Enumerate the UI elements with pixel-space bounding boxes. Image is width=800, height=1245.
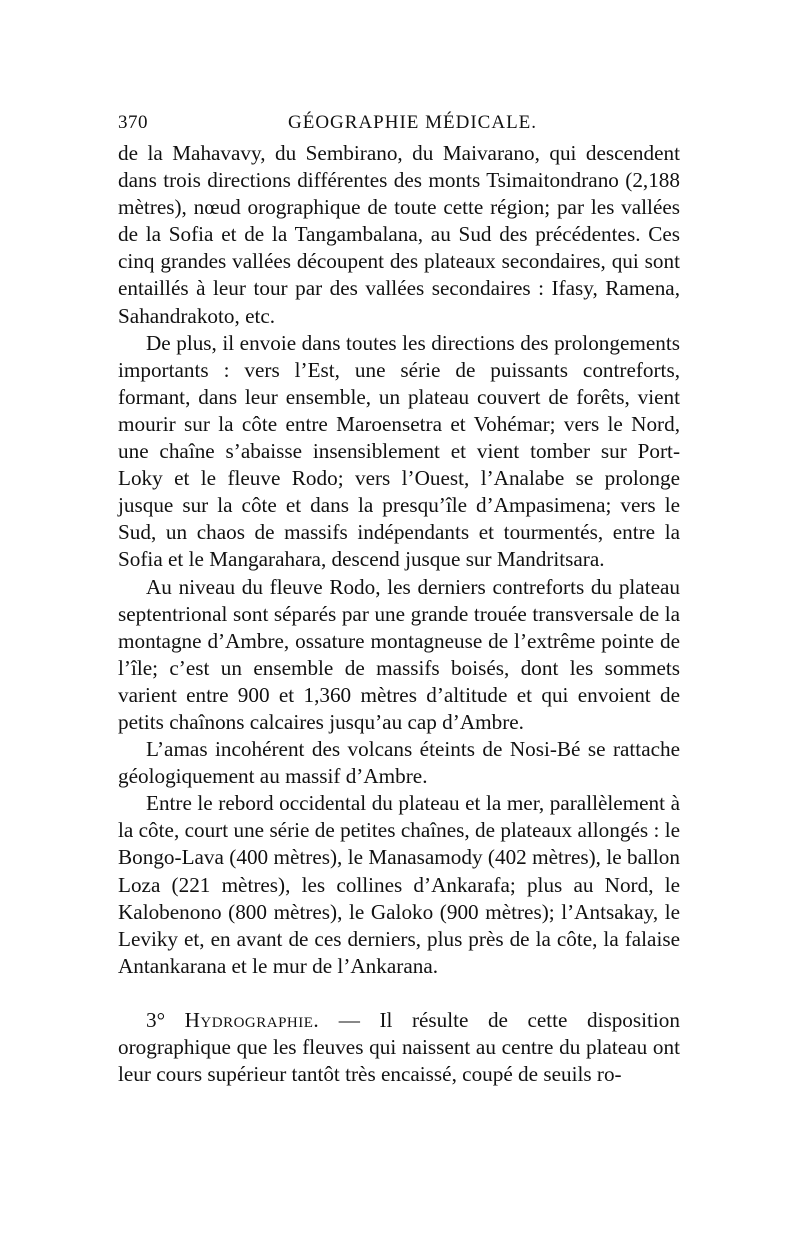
paragraph-chaines-cotieres: Entre le rebord occidental du plateau et la mer, parallèlement à la côte, court une série de petites chaînes, de plateaux allongés : le Bongo-Lava (400 mètres), le Manasamody (402 mètres), le ballon Loza (221 mètres), les collines d’Ankarafa; plus au Nord, le Kalobenono (800 mètres), le Galoko (900 mètres); l’Antsakay, le Leviky et, en avant de ces derniers, plus près de la côte, la falaise Antankarana et le mur de l’Ankarana. <box>118 791 680 978</box>
section-hydrographie <box>118 1007 680 1088</box>
paragraph-fleuve-rodo: Au niveau du fleuve Rodo, les derniers contreforts du plateau septentrional sont séparés par une grande trouée transversale de la montagne d’Ambre, ossature montagneuse de l’extrême pointe de l’île; c’est un ensemble de massifs boisés, dont les sommets varient entre 900 et 1,360 mètres d’altitude et qui envoient de petits chaînons calcaires jusqu’au cap d’Ambre. <box>118 574 680 734</box>
book-page <box>118 112 680 1088</box>
running-head <box>118 112 680 140</box>
running-title: GÉOGRAPHIE MÉDICALE. <box>288 112 538 133</box>
page-number: 370 <box>118 112 148 133</box>
paragraph-nosi-be: L’amas incohérent des volcans éteints de Nosi-Bé se rattache géologiquement au massif d’Ambre. <box>118 737 680 789</box>
section-dash: — <box>338 1007 360 1032</box>
section-heading: Hydrographie. <box>184 1007 320 1032</box>
section-number: 3° <box>146 1007 166 1032</box>
body-text <box>118 140 680 1088</box>
section-text: Il résulte de cette disposition orographique que les fleuves qui naissent au centre du plateau ont leur cours supérieur tantôt très encaissé, coupé de seuils ro- <box>118 1007 680 1087</box>
paragraph-continuation: de la Mahavavy, du Sembirano, du Maivarano, qui descendent dans trois directions différentes des monts Tsimaitondrano (2,188 mètres), nœud orographique de toute cette région; par les vallées de la Sofia et de la Tangambalana, au Sud des précédentes. Ces cinq grandes vallées découpent des plateaux secondaires, qui sont entaillés à leur tour par des vallées secondaires : Ifasy, Ramena, Sahandrakoto, etc. <box>118 141 680 328</box>
section-spacer <box>118 980 680 1007</box>
paragraph-prolongements: De plus, il envoie dans toutes les directions des prolongements importants : vers l’Est, une série de puissants contreforts, formant, dans leur ensemble, un plateau couvert de forêts, vient mourir sur la côte entre Maroensetra et Vohémar; vers le Nord, une chaîne s’abaisse insensiblement et vient tomber sur Port-Loky et le fleuve Rodo; vers l’Ouest, l’Analabe se prolonge jusque sur la côte et dans la presqu’île d’Ampasimena; vers le Sud, un chaos de massifs indépendants et tourmentés, entre la Sofia et le Mangarahara, descend jusque sur Mandritsara. <box>118 330 680 572</box>
